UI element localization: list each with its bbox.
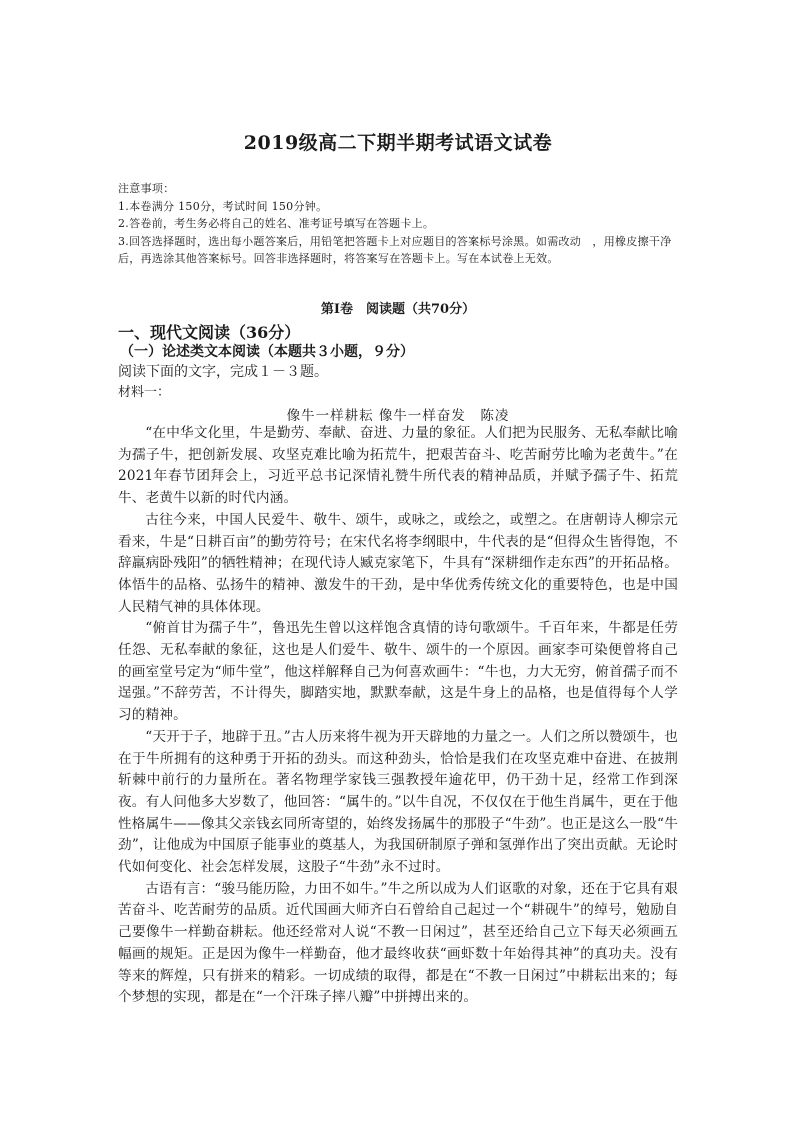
subpart-heading: （一）论述类文本阅读（本题共３小题，９分） (120, 344, 414, 360)
notes-item-1: 1.本卷满分 150分，考试时间 150分钟。 (118, 199, 328, 213)
notes-block (118, 180, 678, 268)
article-paragraph: 古语有言：“骏马能历险，力田不如牛。”牛之所以成为人们讴歌的对象，还在于它具有艰苦奋斗、吃苦耐劳的品质。近代国画大师齐白石曾给自己起过一个“耕砚牛”的绰号，勉励自己要像牛一样勤奋耕耘。他还经常对人说“不教一日闲过”，甚至还给自己立下每天必须画五幅画的规矩。正是因为像牛一样勤奋，他才最终收获“画虾数十年始得其神”的真功夫。没有等来的辉煌，只有拼来的精彩。一切成绩的取得，都是在“不教一日闲过”中耕耘出来的；每个梦想的实现，都是在“一个汗珠子摔八瓣”中拼搏出来的。 (118, 880, 678, 1006)
reading-instruction: 阅读下面的文字，完成１－３题。 (118, 364, 328, 380)
article-paragraph: “俯首甘为孺子牛”，鲁迅先生曾以这样饱含真情的诗句歌颂牛。千百年来，牛都是任劳任怨、无私奉献的象征，这也是人们爱牛、敬牛、颂牛的一个原因。画家李可染便曾将自己的画室堂号定为“师牛堂”，他这样解释自己为何喜欢画牛：“牛也，力大无穷，俯首孺子而不逞强。”不辞劳苦，不计得失，脚踏实地，默默奉献，这是牛身上的品格，也是值得每个人学习的精神。 (118, 620, 678, 724)
article-paragraph: “天开于子，地辟于丑。”古人历来将牛视为开天辟地的力量之一。人们之所以赞颂牛，也在于牛所拥有的这种勇于开拓的劲头。而这种劲头，恰恰是我们在攻坚克难中奋进、在披荆斩棘中前行的力量所在。著名物理学家钱三强教授年逾花甲，仍干劲十足，经常工作到深夜。有人问他多大岁数了，他回答：“属牛的。”以牛自况，不仅仅在于他生肖属牛，更在于他性格属牛——像其父亲钱玄同所寄望的，始终发扬属牛的那股子“牛劲”。也正是这么一股“牛劲”，让他成为中国原子能事业的奠基人，为我国研制原子弹和氢弹作出了突出贡献。无论时代如何变化、社会怎样发展，这股子“牛劲”永不过时。 (118, 728, 678, 876)
article-paragraph: “在中华文化里，牛是勤劳、奉献、奋进、力量的象征。人们把为民服务、无私奉献比喻为孺子牛，把创新发展、攻坚克难比喻为拓荒牛，把艰苦奋斗、吃苦耐劳比喻为老黄牛。”在 2021年春节团拜会上，习近平总书记深情礼赞牛所代表的精神品质，并赋予孺子牛、拓荒牛、老黄牛以新的时代内涵。 (118, 425, 678, 507)
exam-title: 2019级高二下期半期考试语文试卷 (243, 132, 553, 154)
notes-heading: 注意事项： (118, 182, 175, 195)
material-label: 材料一： (118, 385, 171, 400)
article-body (118, 423, 678, 1009)
part-heading: 一、现代文阅读（36分） (118, 323, 301, 342)
section-title: 第Ⅰ卷 阅读题（共70分） (320, 302, 476, 317)
notes-item-2: 2.答卷前，考生务必将自己的姓名、准考证号填写在答题卡上。 (118, 217, 435, 231)
notes-item-3: 3.回答选择题时，选出每小题答案后，用铅笔把答题卡上对应题目的答案标号涂黑。如需改动 ，用橡皮擦干净后，再选涂其他答案标号。回答非选择题时，将答案写在答题卡上。写在本试卷上无效。 (118, 234, 672, 266)
article-title: 像牛一样耕耘 像牛一样奋发 陈凌 (286, 408, 510, 424)
article-paragraph: 古往今来，中国人民爱牛、敬牛、颂牛，或咏之，或绘之，或塑之。在唐朝诗人柳宗元看来，牛是“日耕百亩”的勤劳符号；在宋代名将李纲眼中，牛代表的是“但得众生皆得饱，不辞羸病卧残阳”的牺牲精神；在现代诗人臧克家笔下，牛具有“深耕细作走东西”的开拓品格。体悟牛的品格、弘扬牛的精神、激发牛的干劲，是中华优秀传统文化的重要特色，也是中国人民精气神的具体体现。 (118, 511, 678, 615)
